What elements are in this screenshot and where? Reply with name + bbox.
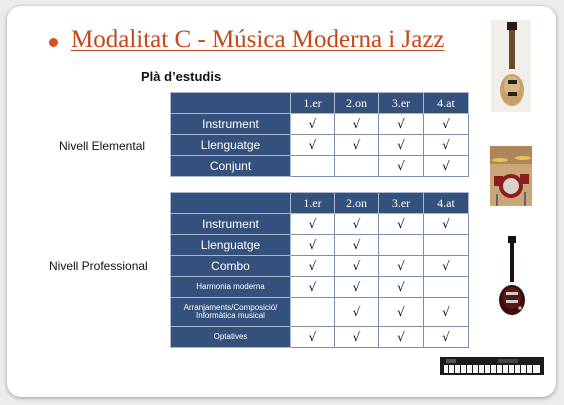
professional-check-mark: √ [291,277,335,298]
elemental-empty-cell [335,156,379,177]
elemental-table [170,92,469,177]
professional-subject-label: Harmonia moderna [171,277,291,298]
professional-table-row [171,298,469,327]
drum-kit-photo [490,146,532,206]
professional-year-header: 2.on [335,193,379,214]
elemental-check-mark: √ [424,156,469,177]
professional-check-mark: √ [291,235,335,256]
professional-check-mark: √ [291,327,335,348]
elemental-check-mark: √ [335,114,379,135]
professional-year-header: 4.at [424,193,469,214]
professional-table-row [171,327,469,348]
elemental-header-corner [171,93,291,114]
elemental-table-row [171,135,469,156]
professional-check-mark: √ [424,298,469,327]
professional-table-row [171,277,469,298]
elemental-year-header: 4.at [424,93,469,114]
professional-check-mark: √ [379,277,424,298]
title-bullet [49,38,58,47]
elemental-level-label: Nivell Elemental [59,139,146,153]
professional-subject-label: Instrument [171,214,291,235]
professional-check-mark: √ [335,235,379,256]
professional-empty-cell [424,235,469,256]
professional-table-row [171,235,469,256]
professional-check-mark: √ [379,327,424,348]
electric-guitar-photo [494,236,530,318]
professional-empty-cell [291,298,335,327]
professional-check-mark: √ [379,214,424,235]
professional-subject-label: Llenguatge [171,235,291,256]
elemental-year-header: 2.on [335,93,379,114]
bass-guitar-photo [491,20,531,112]
elemental-check-mark: √ [424,114,469,135]
professional-check-mark: √ [335,277,379,298]
professional-check-mark: √ [335,214,379,235]
elemental-check-mark: √ [291,114,335,135]
professional-header-row [171,193,469,214]
keyboard-photo [438,353,546,379]
professional-check-mark: √ [379,298,424,327]
professional-check-mark: √ [335,298,379,327]
professional-header-corner [171,193,291,214]
professional-year-header: 1.er [291,193,335,214]
professional-check-mark: √ [379,256,424,277]
professional-check-mark: √ [424,327,469,348]
professional-check-mark: √ [291,256,335,277]
elemental-table-row [171,114,469,135]
professional-table [170,192,469,348]
elemental-table-row [171,156,469,177]
professional-check-mark: √ [424,256,469,277]
elemental-subject-label: Instrument [171,114,291,135]
elemental-check-mark: √ [379,135,424,156]
professional-check-mark: √ [291,214,335,235]
elemental-check-mark: √ [291,135,335,156]
professional-subject-label: Arranjaments/Composició/ Informàtica musical [171,298,291,327]
elemental-check-mark: √ [379,156,424,177]
elemental-empty-cell [291,156,335,177]
elemental-year-header: 1.er [291,93,335,114]
elemental-check-mark: √ [335,135,379,156]
professional-table-row [171,256,469,277]
professional-check-mark: √ [335,327,379,348]
professional-subject-label: Combo [171,256,291,277]
slide-title: Modalitat C - Música Moderna i Jazz [71,26,445,53]
professional-year-header: 3.er [379,193,424,214]
professional-subject-label: Optatives [171,327,291,348]
elemental-year-header: 3.er [379,93,424,114]
professional-table-row [171,214,469,235]
elemental-header-row [171,93,469,114]
study-plan-subtitle: Plà d’estudis [141,69,222,84]
professional-check-mark: √ [424,214,469,235]
professional-empty-cell [379,235,424,256]
professional-check-mark: √ [335,256,379,277]
elemental-check-mark: √ [424,135,469,156]
elemental-check-mark: √ [379,114,424,135]
elemental-subject-label: Conjunt [171,156,291,177]
slide [7,6,556,397]
professional-level-label: Nivell Professional [49,259,148,273]
elemental-subject-label: Llenguatge [171,135,291,156]
professional-empty-cell [424,277,469,298]
